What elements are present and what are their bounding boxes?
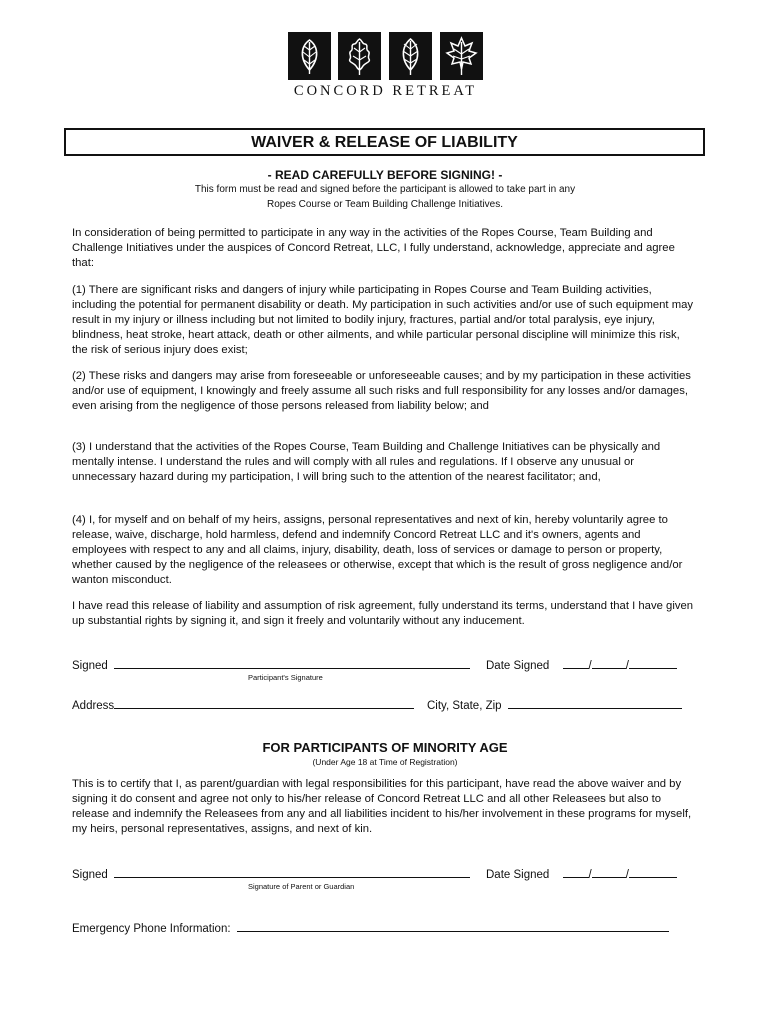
clause-2: (2) These risks and dangers may arise from foreseeable or unforeseeable causes; and by my participation in these activities and/or use of equipment, I knowingly and freely assume all such risks and full responsibility for any losses and/or damages, even arising from the negligence of those persons released from liability below; and (72, 370, 691, 412)
clause-4: (4) I, for myself and on behalf of my heirs, assigns, personal representatives and next of kin, hereby voluntarily agree to release, waive, discharge, hold harmless, defend and indemnify Concord Retreat LLC and it's owners, agents and employees with respect to any and all claims, injury, disability, death, loss of services or damage to person or property, whether caused by the negligence of the releasees or otherwise, except that which is the result of gross negligence and/or wanton misconduct. (72, 514, 683, 586)
leaf-icon (288, 32, 331, 80)
city-state-zip-label: City, State, Zip (427, 700, 502, 712)
emergency-phone-field[interactable] (237, 920, 669, 932)
address-field[interactable] (114, 697, 414, 709)
date-month-field[interactable] (563, 866, 589, 878)
minority-heading: FOR PARTICIPANTS OF MINORITY AGE (262, 740, 508, 755)
clause-3: (3) I understand that the activities of the Ropes Course, Team Building and Challenge Initiatives can be physically and mentally intense. I understand the rules and will comply with all rules and regulations. If I observe any unusual or unnecessary hazard during my participation, I will bring such to the attention of the nearest facilitator; and, (72, 441, 661, 483)
guardian-signature-caption: Signature of Parent or Guardian (248, 882, 355, 891)
date-day-field[interactable] (592, 866, 626, 878)
guardian-certification-paragraph: This is to certify that I, as parent/guardian with legal responsibilities for this participant, have read the above waiver and by signing it do consent and agree not only to his/her release of Concord Retreat LLC and all other Releasees but also to release and indemnify the Releasees from any and all liabilities incident to his/her involvement in these programs for myself, my heirs, personal representatives, assigns, and next of kin. (72, 778, 692, 835)
date-signed-label: Date Signed (486, 660, 550, 672)
date-separator: / (588, 660, 592, 672)
date-year-field[interactable] (629, 866, 677, 878)
date-month-field[interactable] (563, 657, 589, 669)
signed-label: Signed (72, 869, 108, 881)
intro-line-1: This form must be read and signed before the participant is allowed to take part in any (194, 184, 576, 195)
logo-text: CONCORD RETREAT (293, 83, 478, 99)
date-separator: / (625, 869, 629, 881)
minority-subheading: (Under Age 18 at Time of Registration) (312, 757, 458, 767)
read-carefully-heading: - READ CAREFULLY BEFORE SIGNING! - (267, 168, 503, 182)
clause-1: (1) There are significant risks and dangers of injury while participating in Ropes Course and Team Building activities, including the potential for permanent disability or death. My participation in such activities and/or use of such equipment may result in my injury or illness including but not limited to bodily injury, fractures, partial and/or total paralysis, eye injury, blindness, heat stroke, heart attack, death or other ailments, and while particular personal discipline will minimize this risk, the risk of serious injury does exist; (72, 284, 694, 356)
guardian-date-row (486, 866, 677, 881)
oak-leaf-icon (338, 32, 381, 80)
address-row (72, 697, 414, 712)
intro-line-2: Ropes Course or Team Building Challenge Initiatives. (266, 199, 504, 210)
emergency-phone-row (72, 920, 669, 935)
participant-signature-row (72, 657, 470, 672)
date-signed-label: Date Signed (486, 869, 550, 881)
concord-retreat-logo (288, 32, 483, 102)
participant-signature-field[interactable] (114, 657, 470, 669)
date-day-field[interactable] (592, 657, 626, 669)
participant-date-row (486, 657, 677, 672)
guardian-signature-row (72, 866, 470, 881)
emergency-phone-label: Emergency Phone Information: (72, 923, 231, 935)
consideration-paragraph: In consideration of being permitted to participate in any way in the activities of the Ropes Course, Team Building and Challenge Initiatives under the auspices of Concord Retreat, LLC, I fully understand, acknowledge, appreciate and agree that: (72, 227, 675, 269)
signed-label: Signed (72, 660, 108, 672)
maple-leaf-icon (440, 32, 483, 80)
date-separator: / (625, 660, 629, 672)
acknowledgement-paragraph: I have read this release of liability and assumption of risk agreement, fully understand its terms, understand that I have given up substantial rights by signing it, and sign it freely and voluntarily without any inducement. (72, 600, 694, 627)
leaf-icon (389, 32, 432, 80)
guardian-signature-field[interactable] (114, 866, 470, 878)
date-separator: / (588, 869, 592, 881)
logo-icons (288, 32, 483, 80)
city-state-zip-field[interactable] (508, 697, 682, 709)
city-state-zip-row (427, 697, 682, 712)
date-year-field[interactable] (629, 657, 677, 669)
participant-signature-caption: Participant's Signature (248, 673, 323, 682)
address-label: Address (72, 700, 115, 712)
document-title: WAIVER & RELEASE OF LIABILITY (64, 128, 705, 156)
